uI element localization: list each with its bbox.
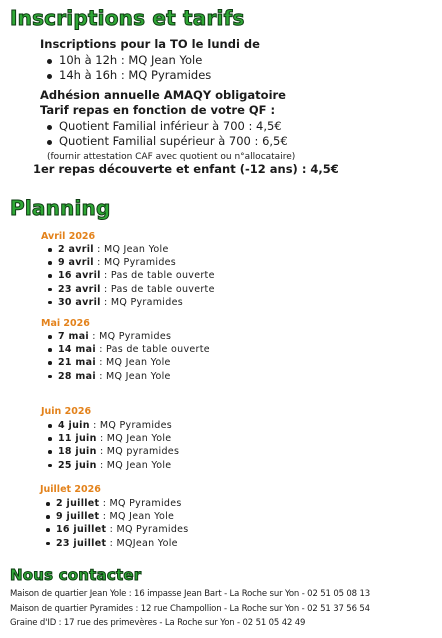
inscription-slots-list	[40, 53, 295, 84]
list-item	[47, 370, 210, 383]
date: 28 mai	[58, 370, 96, 382]
date: 23 avril	[58, 283, 101, 295]
list-item	[47, 283, 215, 296]
list-item	[47, 445, 179, 458]
list-item	[45, 510, 189, 523]
place: : Pas de table ouverte	[100, 283, 215, 295]
inscriptions-block	[40, 37, 295, 164]
place: : MQ Jean Yole	[95, 370, 171, 382]
section-title-contact: Nous contacter	[10, 566, 142, 584]
month-title-avril: Avril 2026	[41, 231, 96, 242]
place: : Pas de table ouverte	[95, 344, 210, 356]
date: 16 juillet	[56, 524, 107, 536]
month-title-juin: Juin 2026	[41, 406, 92, 417]
tarifs-list	[40, 119, 295, 150]
list-item	[47, 330, 210, 343]
date: 18 juin	[58, 446, 97, 458]
list-item	[45, 497, 189, 510]
place: : Pas de table ouverte	[100, 270, 215, 282]
planning-list-juillet	[45, 497, 189, 550]
place: : MQ Jean Yole	[95, 357, 171, 369]
date: 23 juillet	[56, 537, 107, 549]
planning-list-mai	[47, 330, 210, 383]
list-item	[47, 269, 215, 282]
date: 9 avril	[58, 257, 94, 269]
contact-block	[10, 587, 370, 631]
list-item: Quotient Familial supérieur à 700 : 6,5€	[40, 134, 295, 150]
month-title-mai: Mai 2026	[41, 318, 90, 329]
place: : MQ Pyramides	[88, 331, 172, 342]
first-meal-price: 1er repas découverte et enfant (-12 ans) : 4,5€	[33, 162, 339, 176]
place: : MQJean Yole	[106, 537, 178, 549]
date: 14 mai	[58, 344, 96, 356]
tarif-title: Tarif repas en fonction de votre QF :	[40, 103, 276, 117]
place: : MQ Pyramides	[89, 420, 172, 431]
caf-note: (fournir attestation CAF avec quotient ou n°allocataire)	[47, 151, 296, 162]
contact-line-graine-id: Graine d'ID : 17 rue des primevères - La Roche sur Yon - 02 51 05 42 49	[10, 618, 306, 628]
date: 25 juin	[58, 459, 97, 471]
date: 9 juillet	[56, 511, 100, 523]
place: : MQ pyramides	[96, 446, 180, 458]
date: 21 mai	[58, 357, 96, 369]
date: 4 juin	[58, 420, 90, 431]
place: : MQ Jean Yole	[96, 433, 172, 445]
contact-line-jean-yole: Maison de quartier Jean Yole : 16 impasse Jean Bart - La Roche sur Yon - 02 51 05 08 13	[10, 589, 370, 599]
list-item	[47, 343, 210, 356]
section-title-inscriptions: Inscriptions et tarifs	[10, 6, 245, 30]
list-item: 10h à 12h : MQ Jean Yole	[40, 53, 295, 69]
date: 2 juillet	[56, 498, 100, 509]
list-item	[47, 243, 215, 256]
month-title-juillet: Juillet 2026	[40, 484, 101, 495]
place: : MQ Jean Yole	[93, 244, 169, 255]
section-title-planning: Planning	[10, 196, 111, 220]
list-item: 14h à 16h : MQ Pyramides	[40, 68, 295, 84]
date: 16 avril	[58, 270, 101, 282]
place: : MQ Pyramides	[106, 524, 189, 536]
adhesion-text: Adhésion annuelle AMAQY obligatoire	[40, 87, 286, 102]
planning-list-juin	[47, 419, 179, 472]
date: 30 avril	[58, 296, 101, 308]
list-item	[47, 296, 215, 309]
list-item: Quotient Familial inférieur à 700 : 4,5€	[40, 119, 295, 135]
place: : MQ Pyramides	[100, 296, 183, 308]
contact-line-pyramides: Maison de quartier Pyramides : 12 rue Champollion - La Roche sur Yon - 02 51 37 56 54	[10, 603, 370, 614]
list-item	[47, 419, 179, 432]
list-item	[45, 537, 189, 550]
inscriptions-intro: Inscriptions pour la TO le lundi de	[40, 37, 260, 51]
place: : MQ Pyramides	[93, 257, 177, 269]
place: : MQ Jean Yole	[96, 459, 172, 471]
list-item	[47, 432, 179, 445]
list-item	[45, 523, 189, 536]
date: 7 mai	[58, 331, 89, 342]
list-item	[47, 356, 210, 369]
date: 2 avril	[58, 244, 94, 255]
place: : MQ Pyramides	[99, 498, 182, 509]
list-item	[47, 256, 215, 269]
list-item	[47, 459, 179, 472]
place: : MQ Jean Yole	[99, 511, 175, 523]
date: 11 juin	[58, 433, 97, 445]
planning-list-avril	[47, 243, 215, 309]
